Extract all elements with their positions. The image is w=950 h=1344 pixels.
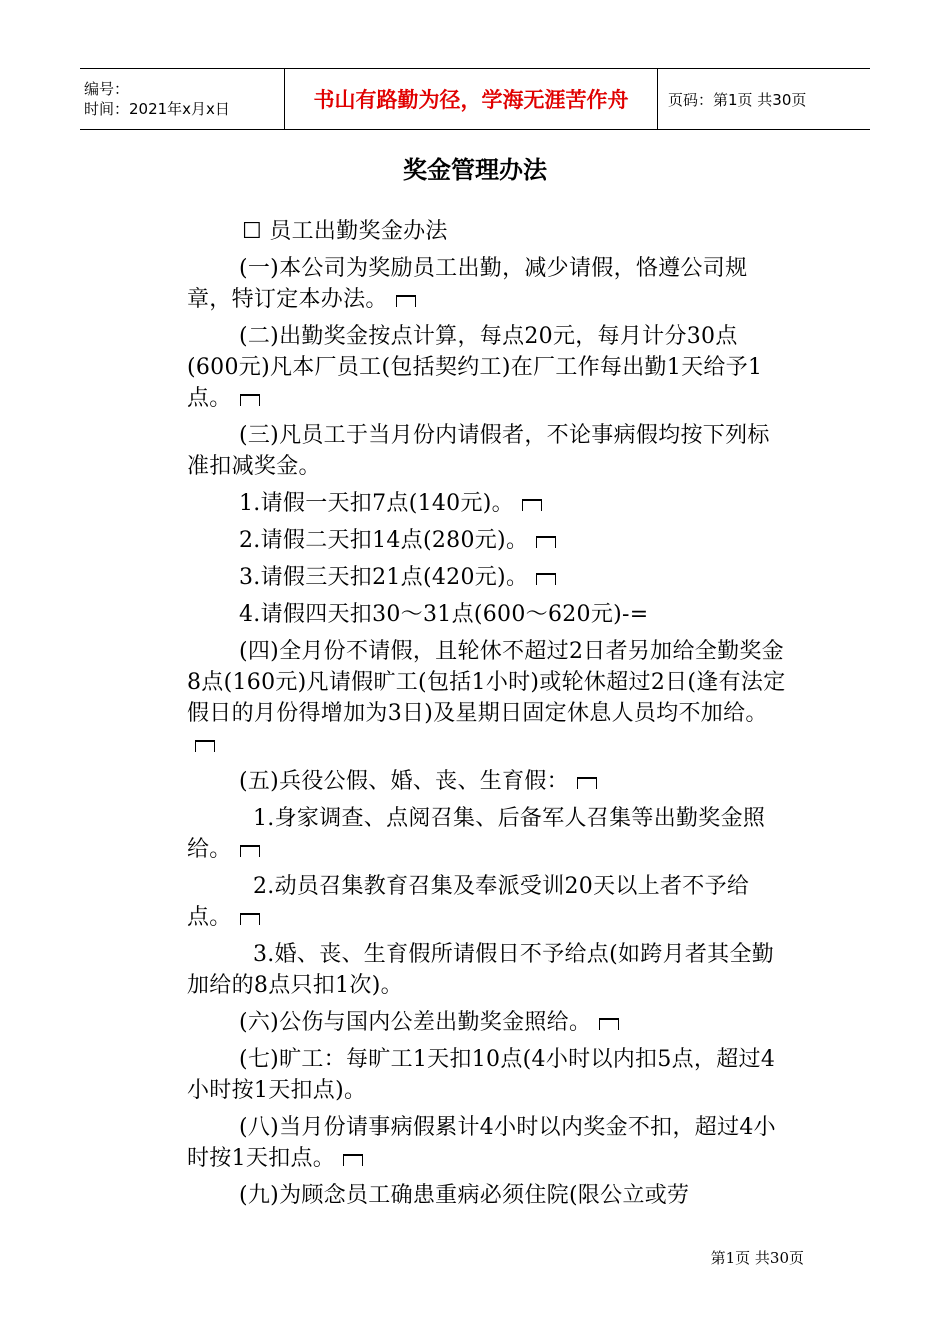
- list-item: 1.身家调查、点阅召集、后备军人召集等出勤奖金照给。: [187, 806, 766, 862]
- document-number-label: 编号：: [84, 80, 130, 98]
- return-mark-icon: [240, 394, 260, 406]
- return-mark-icon: [195, 740, 215, 752]
- paragraph: (五)兵役公假、婚、丧、生育假：: [187, 766, 787, 797]
- header-slogan: 书山有路勤为径，学海无涯苦作舟: [284, 69, 658, 129]
- return-mark-icon: [536, 536, 556, 548]
- page-footer: 第1页 共30页: [710, 1249, 804, 1267]
- paragraph: (七)旷工：每旷工1天扣10点(4小时以内扣5点，超过4小时按1天扣点)。: [187, 1047, 776, 1103]
- document-body: [187, 216, 787, 1217]
- return-mark-icon: [522, 499, 542, 511]
- return-mark-icon: [396, 295, 416, 307]
- return-mark-icon: [577, 777, 597, 789]
- list-item: 4.请假四天扣30～31点(600～620元)-=: [239, 602, 649, 627]
- document-time-label: 时间：2021年x月x日: [84, 100, 230, 118]
- paragraph: (三)凡员工于当月份内请假者，不论事病假均按下列标准扣减奖金。: [187, 423, 770, 479]
- list-item: 2.动员召集教育召集及奉派受训20天以上者不予给点。: [187, 874, 750, 930]
- document-title: 奖金管理办法: [403, 156, 547, 184]
- list-item: 1.请假一天扣7点(140元)。: [187, 488, 787, 519]
- header-page-label: 页码：第1页 共30页: [668, 90, 807, 109]
- return-mark-icon: [240, 845, 260, 857]
- return-mark-icon: [536, 573, 556, 585]
- list-item: 2.请假二天扣14点(280元)。: [187, 525, 787, 556]
- return-mark-icon: [599, 1018, 619, 1030]
- page-header: [80, 68, 870, 130]
- paragraph: (六)公伤与国内公差出勤奖金照给。: [187, 1007, 787, 1038]
- paragraph: (四)全月份不请假，且轮休不超过2日者另加给全勤奖金8点(160元)凡请假旷工(包括1小时)或轮休超过2日(逢有法定假日的月份得增加为3日)及星期日固定休息人员均不加给。: [187, 636, 787, 760]
- header-meta: [80, 69, 284, 129]
- return-mark-icon: [240, 913, 260, 925]
- list-item: 3.婚、丧、生育假所请假日不予给点(如跨月者其全勤加给的8点只扣1次)。: [187, 942, 775, 998]
- list-item: 3.请假三天扣21点(420元)。: [187, 562, 787, 593]
- paragraph: (八)当月份请事病假累计4小时以内奖金不扣，超过4小时按1天扣点。: [187, 1115, 776, 1171]
- paragraph: (二)出勤奖金按点计算，每点20元，每月计分30点(600元)凡本厂员工(包括契约工)在厂工作每出勤1天给予1点。: [187, 324, 763, 411]
- paragraph: (九)为顾念员工确患重病必须住院(限公立或劳: [239, 1183, 690, 1208]
- paragraph: (一)本公司为奖励员工出勤，减少请假，恪遵公司规章，特订定本办法。: [187, 256, 748, 312]
- return-mark-icon: [343, 1154, 363, 1166]
- section-heading: ☐ 员工出勤奖金办法: [242, 219, 448, 244]
